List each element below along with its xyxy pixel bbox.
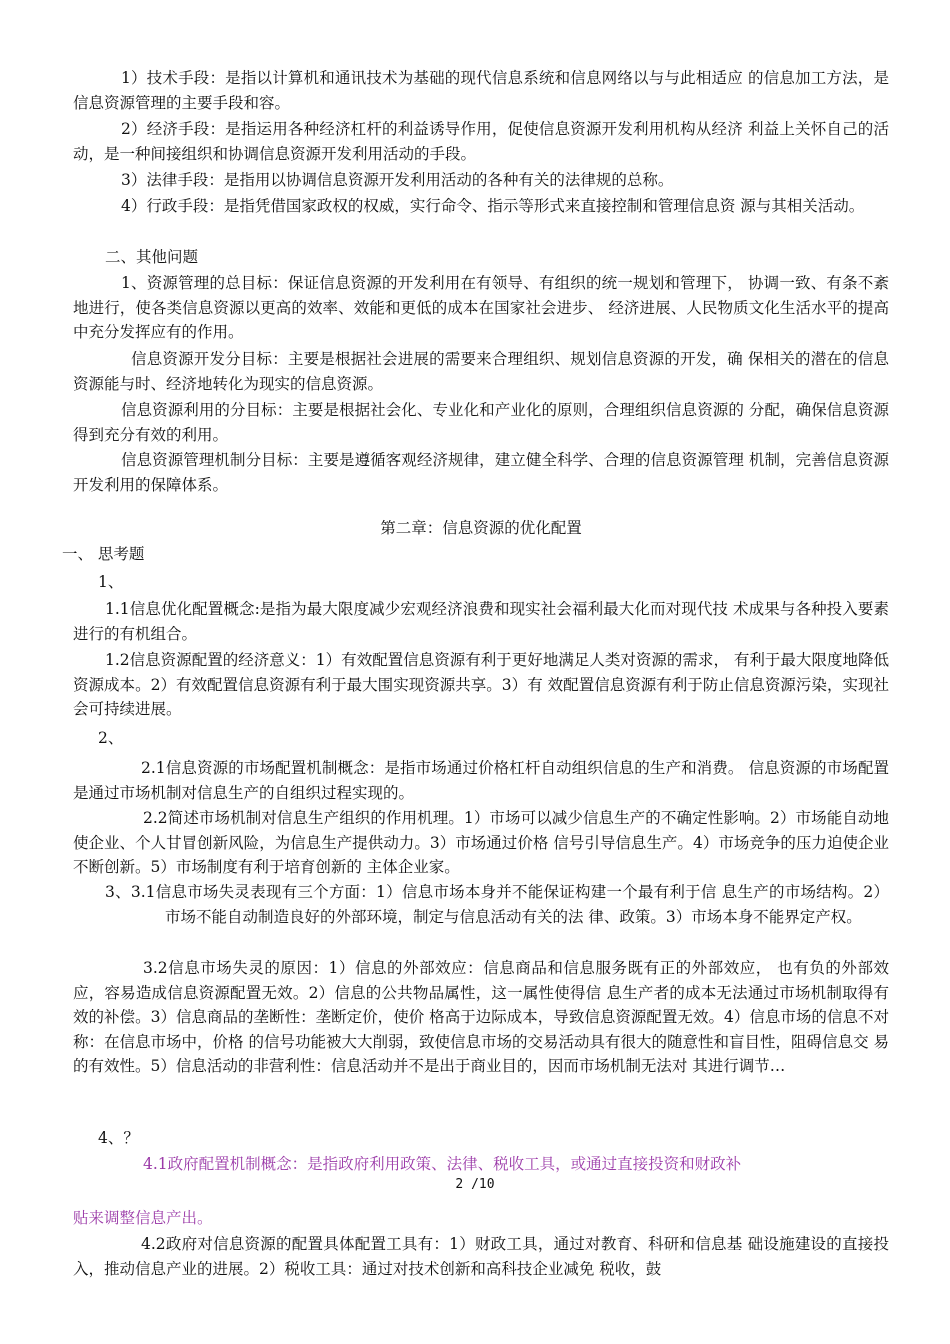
paragraph-2-2: 2.2简述市场机制对信息生产组织的作用机理。1）市场可以减少信息生产的不确定性影响。2）市场能自动地使企业、个人甘冒创新风险，为信息生产提供动力。3）市场通过价格 信号引导信息生产。4）市场竞争的压力迫使企业不断创新。5）市场制度有利于培育创新的 主体企业家。: [73, 809, 889, 876]
paragraph-2-1: 2.1信息资源的市场配置机制概念：是指市场通过价格杠杆自动组织信息的生产和消费。 信息资源的市场配置是通过市场机制对信息生产的自组织过程实现的。: [73, 759, 889, 802]
paragraph-4-1: 4.1政府配置机制概念：是指政府利用政策、法律、税收工具，或通过直接投资和财政补: [143, 1155, 742, 1173]
paragraph-utilization-goal: 信息资源利用的分目标：主要是根据社会化、专业化和产业化的原则，合理组织信息资源的 分配，确保信息资源得到充分有效的利用。: [73, 401, 889, 444]
paragraph-technical-means: 1）技术手段：是指以计算机和通讯技术为基础的现代信息系统和信息网络以与与此相适应 的信息加工方法，是信息资源管理的主要手段和容。: [73, 69, 889, 112]
chapter-title: 第二章：信息资源的优化配置: [380, 519, 582, 537]
paragraph-legal-means: 3）法律手段：是指用以协调信息资源开发利用活动的各种有关的法律规的总称。: [121, 171, 674, 189]
paragraph-3-1: 3、3.1信息市场失灵表现有三个方面：1）信息市场本身并不能保证构建一个最有利于信 息生产的市场结构。2）市场不能自动制造良好的外部环境，制定与信息活动有关的法 律、政策。3）市场本身不能界定产权。: [105, 883, 889, 926]
section-heading-other-issues: 二、其他问题: [105, 248, 199, 266]
page-number: 2 /10: [455, 1177, 495, 1192]
paragraph-mechanism-goal: 信息资源管理机制分目标：主要是遵循客观经济规律，建立健全科学、合理的信息资源管理 机制，完善信息资源开发利用的保障体系。: [73, 451, 889, 494]
paragraph-4-2: 4.2政府对信息资源的配置具体配置工具有：1）财政工具，通过对教育、科研和信息基 础设施建设的直接投入，推动信息产业的进展。2）税收工具：通过对技术创新和高科技企业减免 税收，鼓: [73, 1235, 889, 1278]
section-heading-questions: 一、 思考题: [62, 545, 145, 563]
question-number-2: 2、: [98, 729, 124, 747]
paragraph-overall-goal: 1、资源管理的总目标：保证信息资源的开发利用在有领导、有组织的统一规划和管理下， 协调一致、有条不紊地进行，使各类信息资源以更高的效率、效能和更低的成本在国家社会进步、 经济进展、人民物质文化生活水平的提高中充分发挥应有的作用。: [73, 274, 889, 341]
paragraph-development-goal: 信息资源开发分目标：主要是根据社会进展的需要来合理组织、规划信息资源的开发，确 保相关的潜在的信息资源能与时、经济地转化为现实的信息资源。: [73, 350, 889, 393]
paragraph-economic-means: 2）经济手段：是指运用各种经济杠杆的利益诱导作用，促使信息资源开发利用机构从经济 利益上关怀自己的活动，是一种间接组织和协调信息资源开发利用活动的手段。: [73, 120, 889, 163]
question-number-4: 4、？: [98, 1129, 139, 1147]
paragraph-1-1: 1.1信息优化配置概念:是指为最大限度减少宏观经济浪费和现实社会福利最大化而对现代技 术成果与各种投入要素进行的有机组合。: [73, 600, 889, 643]
question-number-1: 1、: [98, 573, 124, 591]
paragraph-3-2: 3.2信息市场失灵的原因：1）信息的外部效应：信息商品和信息服务既有正的外部效应， 也有负的外部效应，容易造成信息资源配置无效。2）信息的公共物品属性，这一属性使得信 息生产者的成本无法通过市场机制取得有效的补偿。3）信息商品的垄断性：垄断定价，使价 格高于边际成本，导致信息资源配置无效。4）信息市场的信息不对称：在信息市场中，价格 的信号功能被大大削弱，致使信息市场的交易活动具有很大的随意性和盲目性，阻碍信息交 易的有效性。5）信息活动的非营利性：信息活动并不是出于商业目的，因而市场机制无法对 其进行调节…: [73, 959, 889, 1075]
paragraph-1-2: 1.2信息资源配置的经济意义：1）有效配置信息资源有利于更好地满足人类对资源的需求， 有利于最大限度地降低资源成本。2）有效配置信息资源有利于最大围实现资源共享。3）有 效配置信息资源有利于防止信息资源污染，实现社会可持续进展。: [73, 651, 889, 718]
paragraph-4-1-continued: 贴来调整信息产出。: [73, 1209, 213, 1227]
paragraph-administrative-means: 4）行政手段：是指凭借国家政权的权威，实行命令、指示等形式来直接控制和管理信息资 源与其相关活动。: [121, 197, 865, 215]
